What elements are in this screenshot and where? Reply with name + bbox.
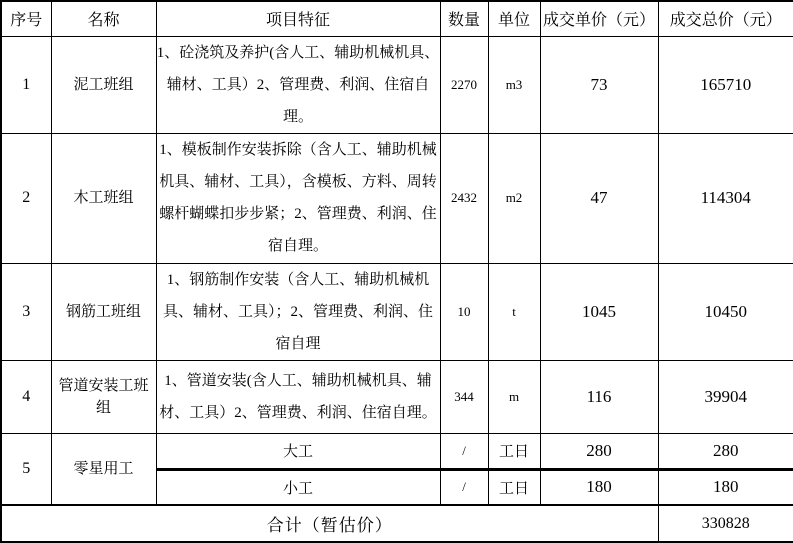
table-row: [1, 360, 793, 433]
cell-unit: 工日: [488, 469, 540, 505]
header-unit: 单位: [488, 1, 540, 36]
cell-quantity: 10: [440, 263, 488, 360]
cell-serial-number: 4: [1, 360, 51, 433]
cell-crew-name: 木工班组: [51, 133, 156, 263]
cell-unit-price: 180: [540, 469, 658, 505]
table-footer-row: [1, 505, 793, 542]
cell-project-feature: 1、砼浇筑及养护(含人工、辅助机械机具、辅材、工具）2、管理费、利润、住宿自理。: [156, 36, 440, 133]
cell-total-price: 114304: [658, 133, 793, 263]
cell-serial-number: 1: [1, 36, 51, 133]
cell-serial-number: 3: [1, 263, 51, 360]
cell-unit: m2: [488, 133, 540, 263]
cell-serial-number: 2: [1, 133, 51, 263]
cell-unit-price: 47: [540, 133, 658, 263]
header-name: 名称: [51, 1, 156, 36]
table-header-row: [1, 1, 793, 36]
table-row: [1, 36, 793, 133]
cell-unit-price: 1045: [540, 263, 658, 360]
cell-project-feature: 1、钢筋制作安装（含人工、辅助机械机具、辅材、工具）；2、管理费、利润、住宿自理: [156, 263, 440, 360]
cell-project-feature: 1、模板制作安装拆除（含人工、辅助机械机具、辅材、工具），含模板、方料、周转螺杆蝴蝶扣步步紧；2、管理费、利润、住宿自理。: [156, 133, 440, 263]
cell-unit: m: [488, 360, 540, 433]
cell-unit-price: 280: [540, 433, 658, 469]
header-serial-number: 序号: [1, 1, 51, 36]
table-row: [1, 263, 793, 360]
header-unit-price: 成交单价（元）: [540, 1, 658, 36]
cell-crew-name: 零星用工: [51, 433, 156, 505]
header-total-price: 成交总价（元）: [658, 1, 793, 36]
cell-labor-type: 大工: [156, 433, 440, 469]
cell-unit-price: 116: [540, 360, 658, 433]
cell-crew-name: 钢筋工班组: [51, 263, 156, 360]
cell-unit: m3: [488, 36, 540, 133]
cell-crew-name: 管道安装工班组: [51, 360, 156, 433]
cell-quantity: 2432: [440, 133, 488, 263]
header-project-feature: 项目特征: [156, 1, 440, 36]
cell-project-feature: 1、管道安装(含人工、辅助机械机具、辅材、工具）2、管理费、利润、住宿自理。: [156, 360, 440, 433]
cell-labor-type: 小工: [156, 469, 440, 505]
cell-unit: t: [488, 263, 540, 360]
cell-quantity: /: [440, 469, 488, 505]
cell-unit: 工日: [488, 433, 540, 469]
table-row: [1, 433, 793, 469]
cell-total-price: 280: [658, 433, 793, 469]
cell-quantity: 344: [440, 360, 488, 433]
cell-quantity: /: [440, 433, 488, 469]
grand-total-value: 330828: [658, 505, 793, 542]
grand-total-label: 合计（暂估价）: [1, 505, 658, 542]
cell-serial-number: 5: [1, 433, 51, 505]
cell-unit-price: 73: [540, 36, 658, 133]
cell-total-price: 180: [658, 469, 793, 505]
cell-quantity: 2270: [440, 36, 488, 133]
cell-total-price: 10450: [658, 263, 793, 360]
table-row: [1, 133, 793, 263]
header-quantity: 数量: [440, 1, 488, 36]
cell-total-price: 165710: [658, 36, 793, 133]
cell-crew-name: 泥工班组: [51, 36, 156, 133]
cell-total-price: 39904: [658, 360, 793, 433]
